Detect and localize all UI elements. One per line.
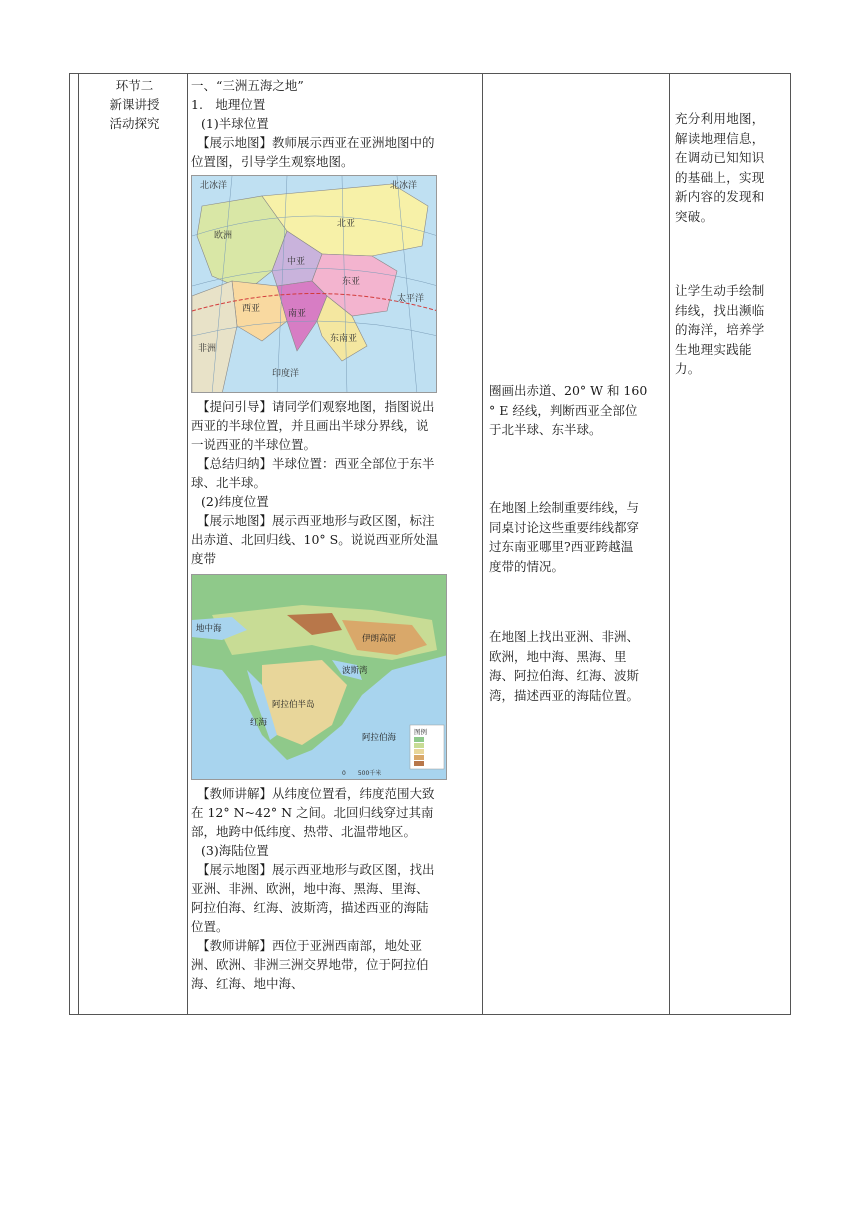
map-label: 北冰洋 <box>200 181 228 191</box>
subheading: (2)纬度位置 <box>201 494 269 509</box>
map-scale: 0 500千米 <box>342 770 382 777</box>
legend-swatch <box>414 749 424 754</box>
item-title: 1. 地理位置 <box>191 97 266 112</box>
student-activity-cell <box>485 74 667 1014</box>
intent-line: 在调动已知知识 <box>675 150 765 165</box>
subheading: (1)半球位置 <box>201 116 269 131</box>
student-block <box>489 498 665 576</box>
table-divider-1 <box>78 74 79 1014</box>
map-label: 印度洋 <box>272 369 300 379</box>
map-label: 东亚 <box>342 277 361 287</box>
asia-map <box>191 175 437 393</box>
map-label: 北冰洋 <box>390 181 418 191</box>
legend-swatch <box>414 755 424 760</box>
paragraph-line: 海、红海、地中海、 <box>191 976 304 991</box>
student-line: 度带的情况。 <box>489 558 565 574</box>
paragraph-line: 位置图，引导学生观察地图。 <box>191 154 354 169</box>
paragraph-line: 出赤道、北回归线、10° S。说说西亚所处温 <box>191 532 439 547</box>
table-border-left <box>69 74 70 1014</box>
map-label: 地中海 <box>196 624 222 634</box>
table-border-right <box>790 74 791 1014</box>
map-label: 伊朗高原 <box>362 634 397 644</box>
map-label: 西亚 <box>242 304 261 314</box>
lesson-table <box>69 73 791 1015</box>
map-label: 中亚 <box>287 257 306 267</box>
map-label: 南亚 <box>288 309 307 319</box>
west-asia-terrain-graphic <box>192 575 447 780</box>
paragraph-line: 【展示地图】展示西亚地形与政区图，找出 <box>197 862 435 877</box>
paragraph-line: 度带 <box>191 551 217 566</box>
student-line: 过东南亚哪里?西亚跨越温 <box>489 539 634 554</box>
student-line: 圈画出赤道、20° W 和 160 <box>489 383 648 398</box>
intent-line: 突破。 <box>675 208 714 224</box>
intent-line: 让学生动手绘制 <box>675 283 765 298</box>
student-line: 欧洲，地中海、黑海、里 <box>489 648 627 664</box>
map-label: 东南亚 <box>330 334 358 344</box>
west-asia-terrain-map <box>191 574 447 780</box>
student-line: 湾，描述西亚的海陆位置。 <box>489 687 640 703</box>
paragraph-line: 西亚的半球位置，并且画出半球分界线，说 <box>191 418 429 433</box>
intent-line: 充分利用地图， <box>675 111 765 126</box>
legend-title: 图例 <box>414 728 427 736</box>
table-divider-4 <box>669 74 670 1014</box>
section-line: 环节二 <box>115 78 154 93</box>
paragraph-line: 【总结归纳】半球位置：西亚全部位于东半 <box>197 456 435 471</box>
heading: 一、“三洲五海之地” <box>191 78 304 93</box>
paragraph-line: 【教师讲解】西位于亚洲西南部，地处亚 <box>197 938 423 953</box>
intent-line: 生地理实践能 <box>675 341 752 357</box>
student-line: 在地图上找出亚洲、非洲、 <box>489 629 640 644</box>
paragraph-line: 【展示地图】展示西亚地形与政区图，标注 <box>197 513 435 528</box>
section-line: 活动探究 <box>109 116 160 131</box>
paragraph-line: 位置。 <box>191 919 229 934</box>
table-divider-3 <box>482 74 483 1014</box>
intent-block <box>675 109 789 226</box>
legend-swatch <box>414 737 424 742</box>
student-line: 同桌讨论这些重要纬线都穿 <box>489 519 640 535</box>
student-line: 在地图上绘制重要纬线，与 <box>489 500 640 515</box>
intent-line: 解读地理信息， <box>675 130 765 146</box>
student-block <box>489 381 665 440</box>
intent-line: 纬线，找出濒临 <box>675 302 765 318</box>
map-label: 太平洋 <box>397 294 425 304</box>
intent-line: 的基础上，实现 <box>675 169 765 185</box>
student-line: 海、阿拉伯海、红海、波斯 <box>489 668 640 683</box>
intent-block <box>675 281 789 379</box>
map-label: 红海 <box>250 718 268 728</box>
student-block <box>489 627 665 705</box>
asia-map-graphic <box>192 176 437 393</box>
student-line: 于北半球、东半球。 <box>489 422 602 437</box>
map-legend <box>410 725 444 769</box>
paragraph-line: 球、北半球。 <box>191 475 267 490</box>
map-label: 非洲 <box>198 344 217 354</box>
paragraph-line: 【展示地图】教师展示西亚在亚洲地图中的 <box>197 135 435 150</box>
design-intent-cell <box>672 74 789 1014</box>
map-label: 波斯湾 <box>342 666 368 676</box>
paragraph-line: 【提问引导】请同学们观察地图，指图说出 <box>197 399 435 414</box>
map-label: 欧洲 <box>214 231 233 241</box>
intent-line: 新内容的发现和 <box>675 189 765 204</box>
intent-line: 的海洋，培养学 <box>675 322 765 337</box>
paragraph-line: 在 12° N~42° N 之间。北回归线穿过其南 <box>191 805 434 820</box>
intent-line: 力。 <box>675 361 701 376</box>
paragraph-line: 亚洲、非洲、欧洲，地中海、黑海、里海、 <box>191 881 429 896</box>
legend-swatch <box>414 761 424 766</box>
map-label: 北亚 <box>337 219 356 229</box>
paragraph-line: 【教师讲解】从纬度位置看，纬度范围大致 <box>197 786 435 801</box>
legend-swatch <box>414 743 424 748</box>
subheading: (3)海陆位置 <box>201 843 269 858</box>
paragraph-line: 部，地跨中低纬度、热带、北温带地区。 <box>191 824 417 839</box>
map-label: 阿拉伯海 <box>362 733 397 743</box>
paragraph-line: 一说西亚的半球位置。 <box>191 437 317 452</box>
student-line: ° E 经线，判断西亚全部位 <box>489 402 638 418</box>
teacher-activity-cell <box>191 74 479 1014</box>
map-label: 阿拉伯半岛 <box>272 700 315 710</box>
paragraph-line: 阿拉伯海、红海、波斯湾，描述西亚的海陆 <box>191 900 429 915</box>
section-cell <box>81 74 188 1014</box>
section-line: 新课讲授 <box>109 97 160 112</box>
paragraph-line: 洲、欧洲、非洲三洲交界地带，位于阿拉伯 <box>191 957 429 972</box>
